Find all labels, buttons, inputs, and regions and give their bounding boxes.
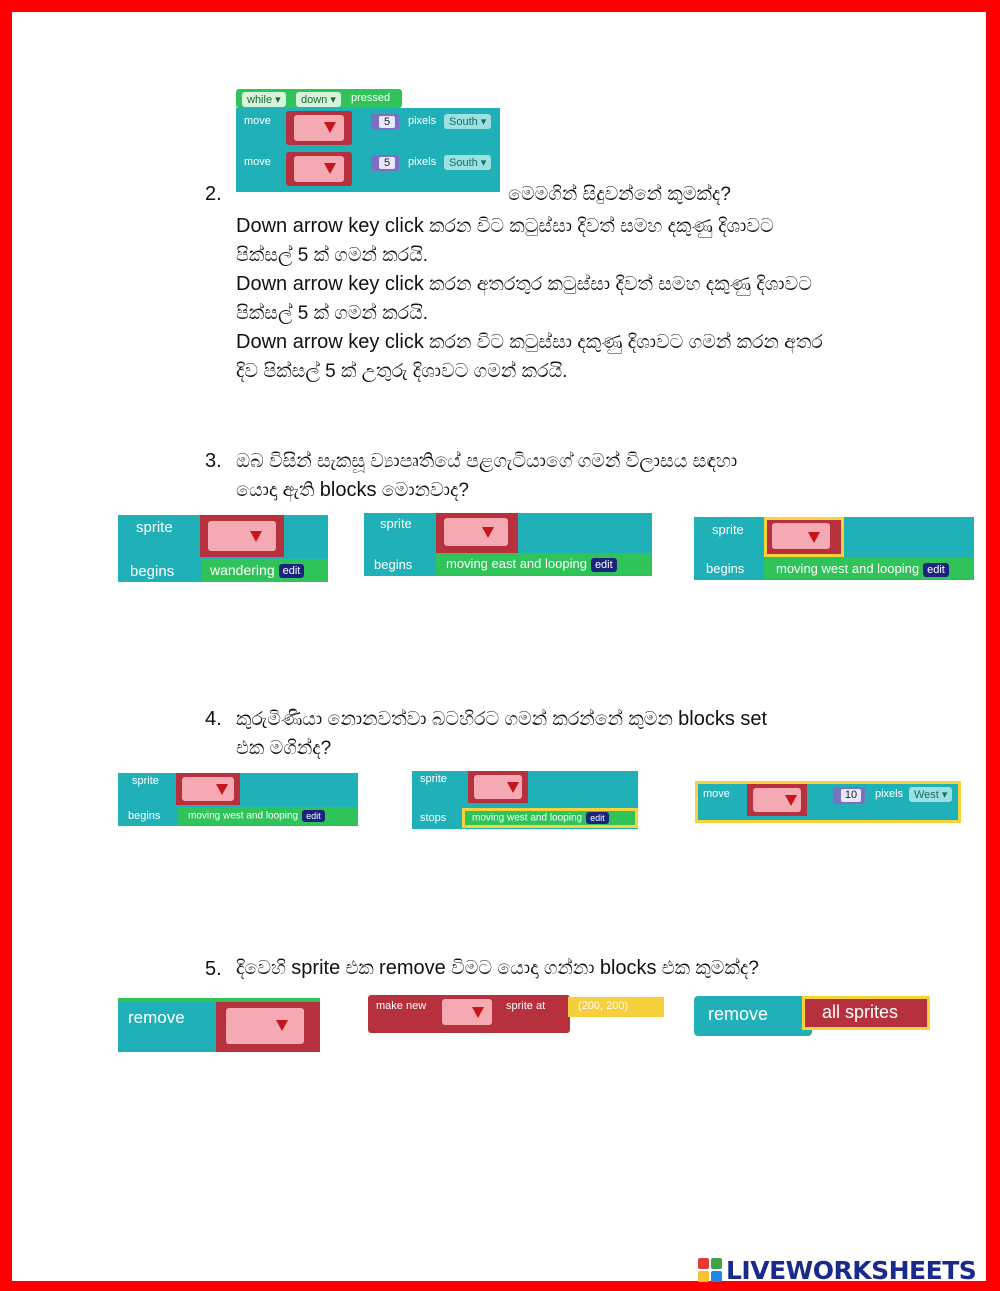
- q4-option-a-block[interactable]: [118, 773, 358, 826]
- q5-option-a-block[interactable]: [118, 998, 320, 1052]
- q2-code-block: [236, 89, 500, 192]
- behavior-label: wandering: [210, 562, 275, 578]
- q2-option-3[interactable]: [236, 328, 896, 386]
- direction-dropdown: South ▾: [444, 155, 491, 170]
- q5-t3: එක: [340, 958, 380, 979]
- q3-line1: ඔබ විසින් සැකසූ ව්‍යාපෘතියේ පළගැටියාගේ ගමන් විලාසය සඳහා: [236, 451, 738, 472]
- key-dropdown: down ▾: [296, 92, 341, 107]
- option-line2: පික්සල් 5 ක් ගමන් කරයි.: [236, 245, 429, 266]
- begins-label: begins: [706, 561, 745, 576]
- sprite-label: sprite: [132, 775, 159, 787]
- amount-value: 5: [379, 116, 395, 128]
- q5-t4: remove: [379, 957, 446, 979]
- q4-option-b-block[interactable]: [412, 771, 638, 829]
- edit-button[interactable]: edit: [302, 810, 325, 822]
- pixels-label: pixels: [408, 115, 437, 127]
- q2-number: 2.: [205, 183, 222, 205]
- sprite-label: sprite: [420, 773, 447, 785]
- q2-option-2[interactable]: [236, 270, 896, 328]
- behavior-label: moving west and looping: [188, 810, 299, 822]
- move-label: move: [244, 115, 271, 127]
- q5-t2: sprite: [291, 957, 341, 979]
- option-line1: කරන විට කටුස්සා දිවත් සමහ දකුණු දිශාවට: [423, 216, 774, 237]
- q5-question: [236, 954, 896, 983]
- direction-dropdown: West ▾: [909, 787, 952, 802]
- amount-value: 10: [841, 789, 861, 802]
- q3-line2b: blocks: [319, 479, 377, 501]
- q3-line2c: මොනවාද?: [376, 480, 469, 501]
- move-label: move: [703, 788, 730, 800]
- amount-value: 5: [379, 157, 395, 169]
- q4-line2: එක මගින්ද?: [236, 738, 332, 759]
- q3-option-b-block[interactable]: [364, 513, 652, 576]
- move-label: move: [244, 156, 271, 168]
- sprite-label: sprite: [136, 519, 173, 536]
- q3-line2a: යොදා ඇති: [236, 480, 320, 501]
- q5-t1: දිවෙහි: [236, 958, 292, 979]
- option-line1: කරන විට කටුස්සා දකුණු දිශාවට ගමන් කරන අතර: [423, 332, 823, 353]
- sprite-label: sprite: [712, 522, 744, 537]
- q3-option-a-block[interactable]: [118, 515, 328, 582]
- q3-number: 3.: [205, 450, 222, 472]
- behavior-label: moving west and looping: [472, 812, 583, 824]
- while-dropdown: while ▾: [242, 92, 286, 107]
- q3-option-c-block[interactable]: [694, 517, 974, 580]
- pressed-label: pressed: [351, 92, 391, 104]
- all-sprites-label: all sprites: [822, 1002, 899, 1022]
- option-key-text: Down arrow key click: [236, 215, 424, 237]
- coords-value: (200, 200): [578, 1000, 629, 1012]
- remove-label: remove: [128, 1008, 185, 1027]
- pixels-label: pixels: [875, 788, 904, 800]
- q5-option-c-block[interactable]: [694, 996, 930, 1036]
- option-line2: පික්සල් 5 ක් ගමන් කරයි.: [236, 303, 429, 324]
- edit-button[interactable]: edit: [591, 558, 617, 572]
- begins-label: begins: [374, 557, 413, 572]
- q5-option-b-block[interactable]: [368, 995, 664, 1033]
- q4-line1b: blocks set: [678, 708, 768, 730]
- option-line1: කරන අතරතුර කටුස්සා දිවත් සමහ දකුණු දිශාවට: [423, 274, 812, 295]
- q2-question: මෙමගින් සිදුවන්නේ කුමක්ද?: [508, 184, 731, 205]
- edit-button[interactable]: edit: [923, 563, 949, 577]
- q4-line1a: කුරුමිණියා නොනවත්වා බටහිරට ගමන් කරන්නේ කුමන: [236, 709, 679, 730]
- option-line2: දිව පික්සල් 5 ක් උතුරු දිශාවට ගමන් කරයි.: [236, 361, 568, 382]
- q4-option-c-block[interactable]: [695, 781, 961, 823]
- make-new-label: make new: [376, 1000, 427, 1012]
- sprite-at-label: sprite at: [506, 1000, 546, 1012]
- verb-label: stops: [420, 812, 447, 824]
- option-key-text: Down arrow key click: [236, 331, 424, 353]
- behavior-label: moving west and looping: [776, 561, 920, 576]
- remove-label: remove: [708, 1004, 769, 1024]
- q5-t6: blocks: [599, 957, 657, 979]
- option-key-text: Down arrow key click: [236, 273, 424, 295]
- logo-tiles: [698, 1258, 722, 1282]
- begins-label: begins: [130, 563, 175, 580]
- q5-t7: එක කුමක්ද?: [656, 958, 759, 979]
- sprite-label: sprite: [380, 516, 412, 531]
- q3-question: [236, 447, 876, 505]
- q5-number: 5.: [205, 958, 222, 980]
- q4-number: 4.: [205, 708, 222, 730]
- behavior-label: moving east and looping: [446, 556, 587, 571]
- brand-name: LIVEWORKSHEETS: [726, 1255, 977, 1285]
- edit-button[interactable]: edit: [586, 812, 609, 824]
- pixels-label: pixels: [408, 156, 437, 168]
- q2-option-1[interactable]: [236, 212, 896, 270]
- liveworksheets-logo: [698, 1256, 976, 1284]
- q5-t5: විමට යොදා ගන්නා: [445, 958, 600, 979]
- edit-button[interactable]: edit: [279, 564, 305, 578]
- q4-question: [236, 705, 896, 763]
- verb-label: begins: [128, 810, 161, 822]
- direction-dropdown: South ▾: [444, 114, 491, 129]
